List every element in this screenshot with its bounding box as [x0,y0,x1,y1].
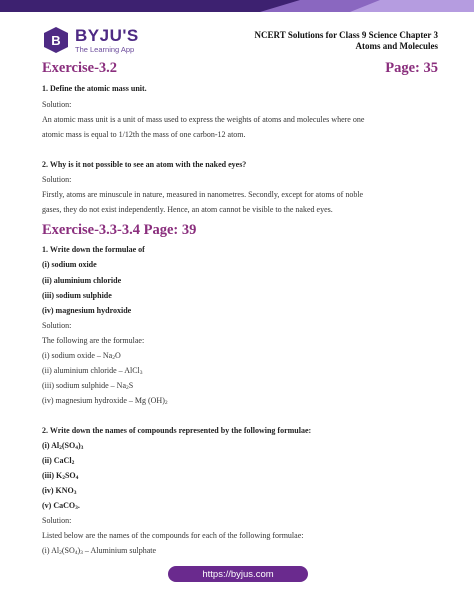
formula-answer: (iii) sodium sulphide – $Na_2S$ [42,381,134,391]
solution-label: Solution: [42,321,72,330]
logo-name: BYJU'S [75,25,139,45]
top-banner-stripe [0,0,474,12]
exercise-3-2-heading: Exercise-3.2 [42,60,118,76]
question-2: 2. Write down the names of compounds represented by the following formulae: [42,426,312,435]
document-title-line1: NCERT Solutions for Class 9 Science Chapter 3 [254,30,438,40]
byjus-logo-icon [42,26,70,54]
solution-label: Solution: [42,175,72,184]
list-item: (v) CaCO$_3$. [42,501,80,511]
footer-link-button[interactable] [168,566,308,582]
question-2: 2. Why is it not possible to see an atom with the naked eyes? [42,160,247,169]
answer-intro: The following are the formulae: [42,336,145,345]
list-item: (ii) aluminium chloride [42,276,122,285]
answer-intro: Listed below are the names of the compounds for each of the following formulae: [42,531,304,540]
solution-label: Solution: [42,100,72,109]
footer-url[interactable]: https://byjus.com [202,568,274,580]
answer-text: Firstly, atoms are minuscule in nature, measured in nanometres. Secondly, except for atoms of noble [42,190,364,199]
svg-text:B: B [51,33,61,48]
byjus-logo [42,24,139,56]
solution-label: Solution: [42,516,72,525]
formula-answer: (iv) magnesium hydroxide – Mg $(OH)_2$ [42,396,168,406]
question-1: 1. Write down the formulae of [42,245,145,254]
exercise-3-2-page: Page: 35 [385,60,438,76]
question-1: 1. Define the atomic mass unit. [42,84,147,93]
exercise-3-3-heading: Exercise-3.3-3.4 Page: 39 [42,222,197,238]
formula-answer: (ii) aluminium chloride – AlCl$_3$ [42,366,143,376]
list-item: (ii) CaCl$_2$ [42,456,75,466]
list-item: (iii) $K_2SO_4$ [42,471,79,481]
document-title [255,30,438,52]
formula-answer: (i) sodium oxide – $Na_2O$ [42,351,121,361]
answer-text: atomic mass is equal to 1/12th the mass of one carbon-12 atom. [42,130,246,139]
list-item: (iv) magnesium hydroxide [42,306,132,315]
document-title-line2: Atoms and Molecules [355,41,438,51]
list-item: (iii) sodium sulphide [42,291,112,300]
list-item: (i) $Al_2(SO_4)_3$ [42,441,84,451]
answer-text: gases, they do not exist independently. Hence, an atom cannot be visible to the naked eyes. [42,205,333,214]
answer-text: An atomic mass unit is a unit of mass used to express the weights of atoms and molecules where one [42,115,365,124]
list-item: (iv) $KNO_3$ [42,486,77,496]
formula-answer: (i) $Al_2(SO_4)_3$ – Aluminium sulphate [42,546,157,556]
logo-tagline: The Learning App [75,44,135,54]
list-item: (i) sodium oxide [42,260,97,269]
